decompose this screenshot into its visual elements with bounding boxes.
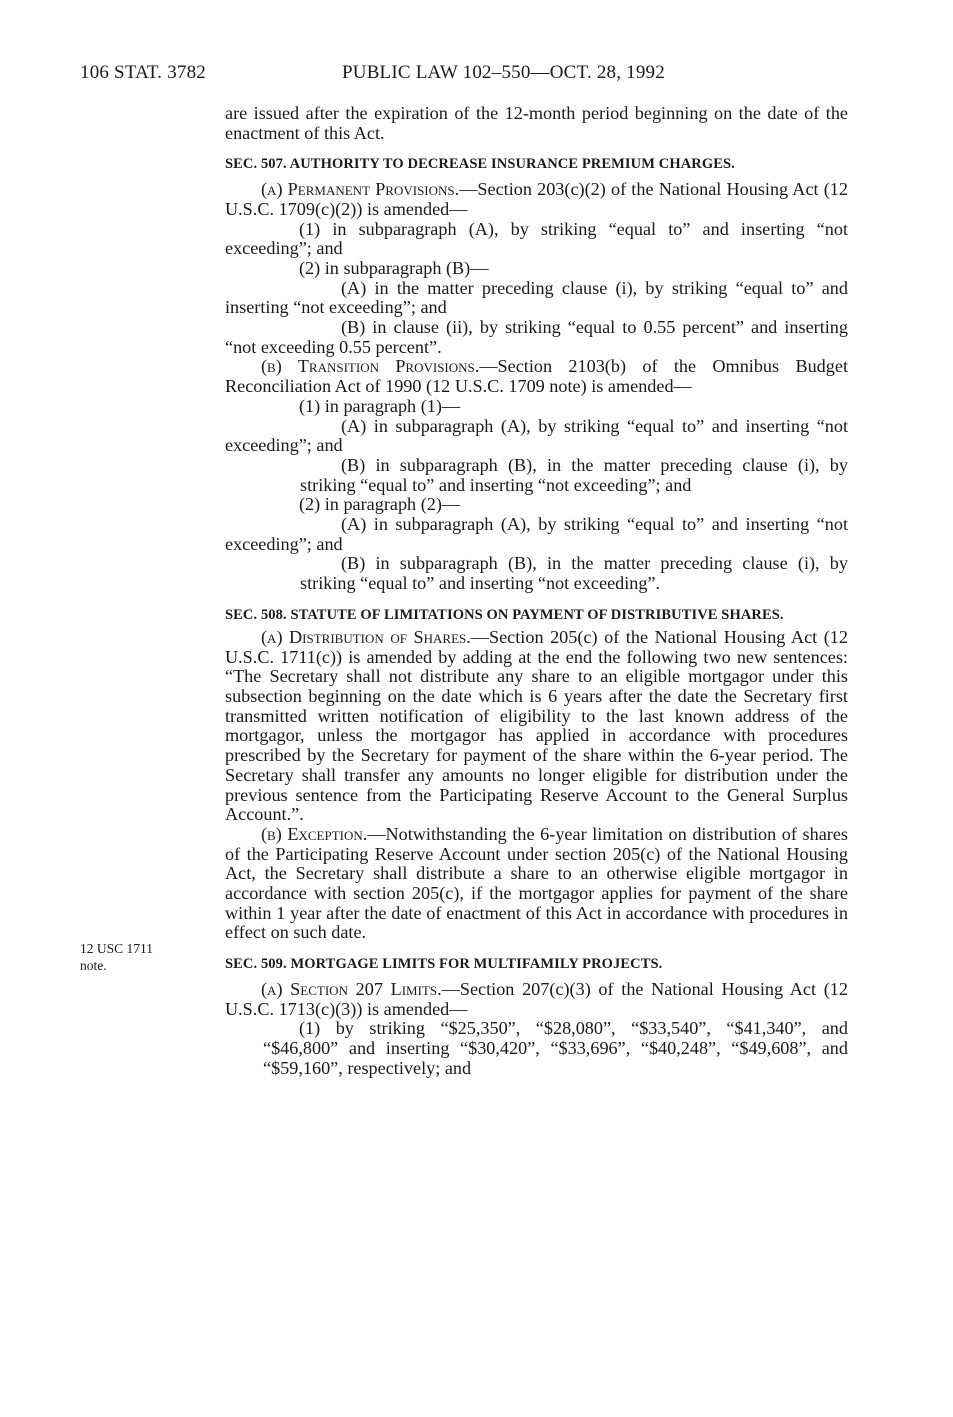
- section-509-a-label: (a) Section 207 Limits.: [261, 978, 442, 999]
- section-509-a-1: (1) by striking “$25,350”, “$28,080”, “$33,540”, “$41,340”, and “$46,800” and inserting “$30,420”, “$33,696”, “$40,248”, “$49,608”, and “$59,160”, respectively; and: [263, 1018, 848, 1078]
- section-508-b-text: —Notwithstanding the 6-year limitation on distribution of shares of the Participating Reserve Account under section 205(c) of the National Housing Act, the Secretary shall distribute a share to an otherwise eligible mortgagor in accordance with section 205(c), if the mortgagor applies for payment of the share within 1 year after the date of enactment of this Act in accordance with procedures in effect on such date.: [225, 823, 849, 943]
- section-507-a: [225, 180, 848, 219]
- public-law-citation: PUBLIC LAW 102–550—OCT. 28, 1992: [342, 62, 665, 83]
- stat-citation: 106 STAT. 3782: [80, 62, 207, 83]
- section-508-b-label: (b) Exception.: [261, 823, 368, 844]
- section-507-b-2-B: (B) in subparagraph (B), in the matter preceding clause (i), by striking “equal to” and inserting “not exceeding”.: [300, 553, 848, 594]
- section-509-heading: SEC. 509. MORTGAGE LIMITS FOR MULTIFAMILY PROJECTS.: [225, 956, 663, 973]
- margin-note-line-1: 12 USC 1711: [80, 941, 154, 956]
- section-507-heading: SEC. 507. AUTHORITY TO DECREASE INSURANCE PREMIUM CHARGES.: [225, 156, 735, 173]
- section-507-b-2-A: (A) in subparagraph (A), by striking “equal to” and inserting “not exceeding”; and: [225, 514, 848, 554]
- section-509-a-text: —Section 207(c)(3) of the National Housing Act (12 U.S.C. 1713(c)(3)) is amended—: [225, 978, 848, 1019]
- section-507-a-label: (a) Permanent Provisions.: [261, 179, 460, 200]
- section-507-b-1-B: (B) in subparagraph (B), in the matter preceding clause (i), by striking “equal to” and inserting “not exceeding”; and: [300, 454, 848, 495]
- section-508-a-text: —Section 205(c) of the National Housing Act (12 U.S.C. 1711(c)) is amended by adding at the end the following two new sentences: “The Secretary shall not distribute any share to an eligible mortgagor under this subsection beginning on the date which is 6 years after the date the Secretary first transmitted written notification of eligibility to the last known address of the mortgagor, unless the mortgagor has applied in accordance with procedures prescribed by the Secretary for payment of the share within the 6-year period. The Secretary shall transfer any amounts no longer eligible for distribution under the previous sentence from the Participating Reserve Account to the General Surplus Account.”.: [225, 626, 848, 825]
- margin-note: [80, 940, 190, 974]
- section-507-b-label: (b) Transition Provisions.: [261, 356, 480, 377]
- continued-paragraph: are issued after the expiration of the 12-month period beginning on the date of the enactment of this Act.: [225, 103, 848, 143]
- section-509-a: [225, 980, 848, 1019]
- section-507-a-text: —Section 203(c)(2) of the National Housing Act (12 U.S.C. 1709(c)(2)) is amended—: [225, 179, 848, 219]
- section-508-b: [225, 825, 848, 943]
- body-text: [225, 104, 848, 1078]
- section-507-b-2: (2) in paragraph (2)—: [299, 494, 461, 515]
- section-507-b-1: (1) in paragraph (1)—: [299, 395, 461, 416]
- section-507-b-text: —Section 2103(b) of the Omnibus Budget Reconciliation Act of 1990 (12 U.S.C. 1709 note) is amended—: [225, 356, 848, 397]
- section-507-a-2: (2) in subparagraph (B)—: [299, 257, 489, 278]
- section-508-a: [225, 628, 848, 825]
- section-508-a-label: (a) Distribution of Shares.: [261, 626, 471, 647]
- section-507-a-2-B: (B) in clause (ii), by striking “equal to 0.55 percent” and inserting “not exceeding 0.55 percent”.: [225, 317, 848, 357]
- section-507-b-1-A: (A) in subparagraph (A), by striking “equal to” and inserting “not exceeding”; and: [225, 415, 848, 456]
- section-507-a-1: (1) in subparagraph (A), by striking “equal to” and inserting “not exceeding”; and: [225, 218, 848, 259]
- section-507-b: [225, 357, 848, 396]
- margin-note-line-2: note.: [80, 958, 107, 973]
- section-508-heading: SEC. 508. STATUTE OF LIMITATIONS ON PAYMENT OF DISTRIBUTIVE SHARES.: [225, 606, 784, 623]
- section-507-a-2-A: (A) in the matter preceding clause (i), by striking “equal to” and inserting “not exceeding”; and: [225, 277, 848, 318]
